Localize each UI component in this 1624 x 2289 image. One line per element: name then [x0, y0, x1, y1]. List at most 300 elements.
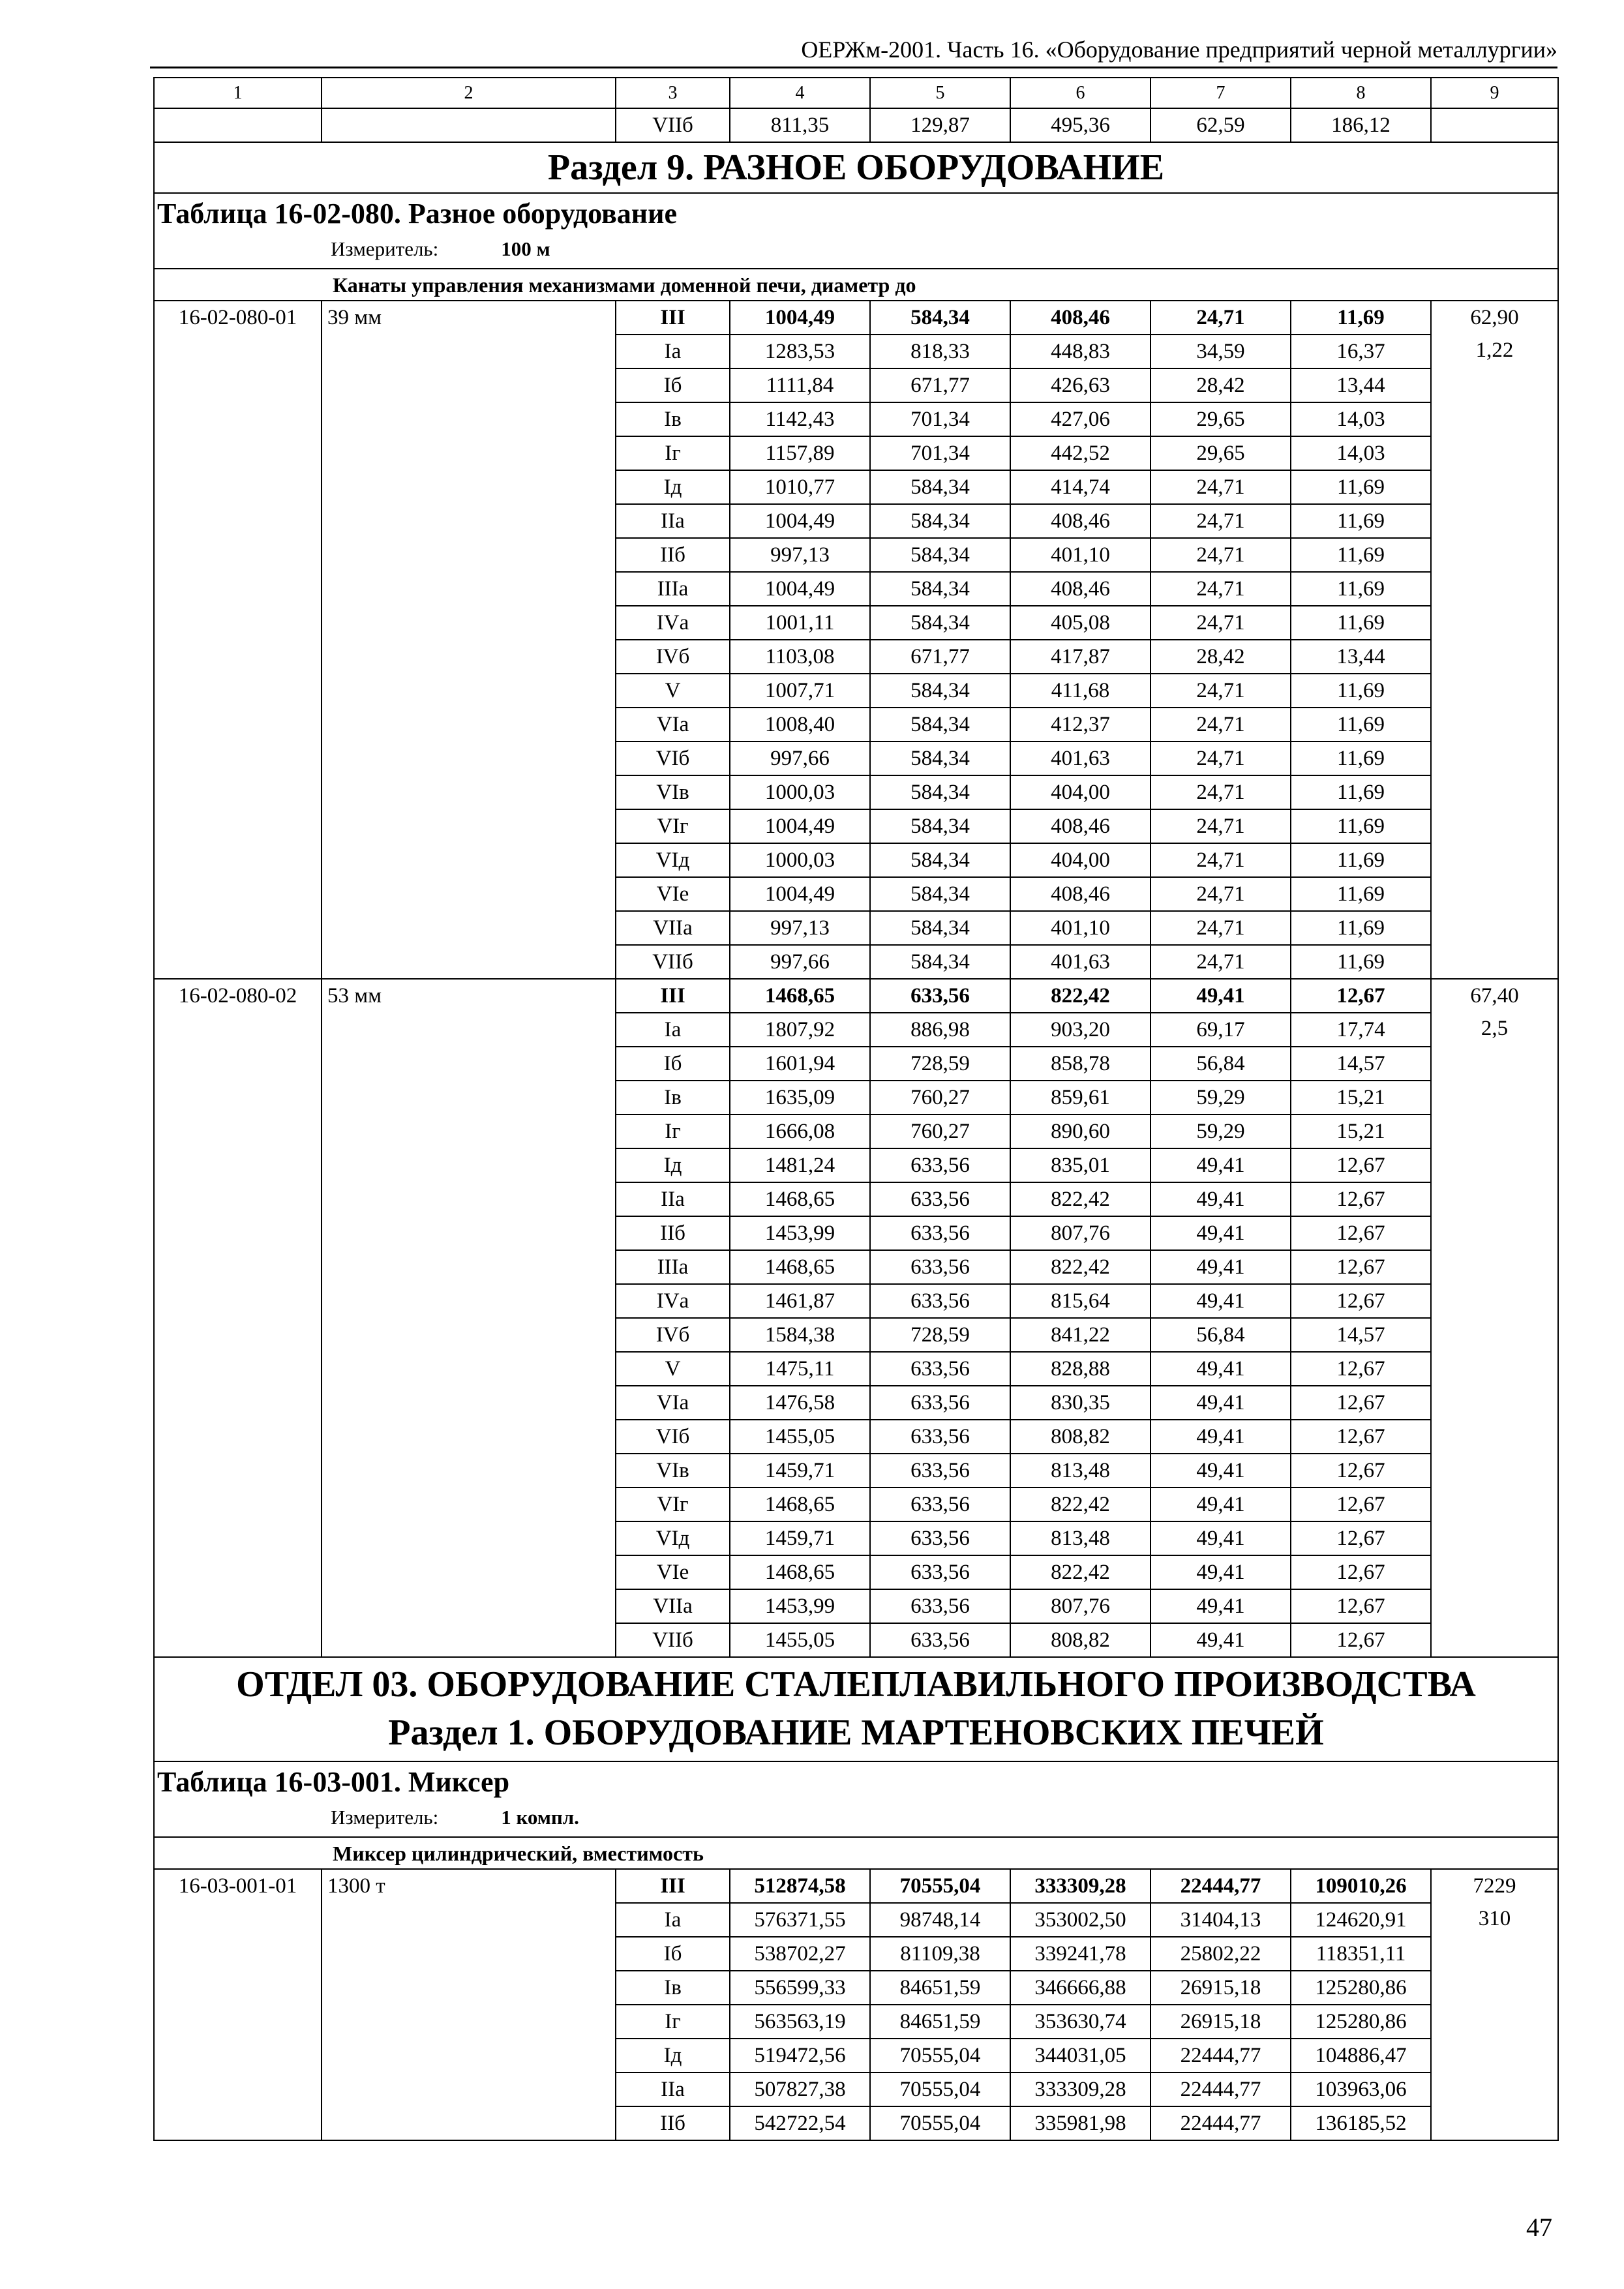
value-cell: 584,34 [870, 538, 1010, 572]
value-cell: 24,71 [1150, 775, 1291, 809]
value-cell: 414,74 [1010, 470, 1150, 504]
zone-cell: Iв [616, 1971, 730, 2005]
value-cell: 1004,49 [730, 877, 870, 911]
table-row [154, 979, 1558, 1013]
value-cell: 408,46 [1010, 572, 1150, 606]
value-cell: 584,34 [870, 301, 1010, 335]
value-cell: 11,69 [1291, 606, 1431, 640]
value-cell: 417,87 [1010, 640, 1150, 674]
value-cell: 886,98 [870, 1013, 1010, 1047]
value-cell: 49,41 [1150, 979, 1291, 1013]
value-cell: 49,41 [1150, 1250, 1291, 1284]
table-title-row [154, 1761, 1558, 1837]
zone-cell: VIIб [616, 945, 730, 979]
value-cell: 11,69 [1291, 775, 1431, 809]
col9-value: 2,5 [1481, 1017, 1509, 1040]
value-cell: 26915,18 [1150, 1971, 1291, 2005]
zone-cell: Iб [616, 1047, 730, 1081]
value-cell: 24,71 [1150, 809, 1291, 843]
value-cell: 671,77 [870, 640, 1010, 674]
value-cell: 12,67 [1291, 979, 1431, 1013]
unit-line [157, 1807, 1557, 1827]
value-cell: 103963,06 [1291, 2072, 1431, 2106]
group-heading-row [154, 1837, 1558, 1869]
value-cell: 34,59 [1150, 335, 1291, 368]
desc-cell [322, 108, 616, 142]
column-number: 5 [870, 78, 1010, 108]
value-cell: 813,48 [1010, 1521, 1150, 1555]
value-cell: 49,41 [1150, 1589, 1291, 1623]
column-number: 8 [1291, 78, 1431, 108]
value-cell: 401,10 [1010, 911, 1150, 945]
value-cell: 835,01 [1010, 1148, 1150, 1182]
value-cell: 70555,04 [870, 2106, 1010, 2140]
zone-cell: IIа [616, 504, 730, 538]
value-cell: 822,42 [1010, 1182, 1150, 1216]
value-cell: 25802,22 [1150, 1937, 1291, 1971]
value-cell: 1453,99 [730, 1589, 870, 1623]
value-cell: 813,48 [1010, 1454, 1150, 1488]
zone-cell: Iд [616, 470, 730, 504]
column-number: 3 [616, 78, 730, 108]
rates-table [153, 77, 1559, 2141]
value-cell: 28,42 [1150, 640, 1291, 674]
value-cell: 426,63 [1010, 368, 1150, 402]
zone-cell: V [616, 1352, 730, 1386]
value-cell: 701,34 [870, 402, 1010, 436]
value-cell: 17,74 [1291, 1013, 1431, 1047]
value-cell: 633,56 [870, 1488, 1010, 1521]
value-cell: 633,56 [870, 979, 1010, 1013]
value-cell: 728,59 [870, 1047, 1010, 1081]
value-cell: 563563,19 [730, 2005, 870, 2039]
value-cell: 335981,98 [1010, 2106, 1150, 2140]
value-cell: 404,00 [1010, 843, 1150, 877]
value-cell: 633,56 [870, 1148, 1010, 1182]
value-cell: 11,69 [1291, 470, 1431, 504]
value-cell: 1453,99 [730, 1216, 870, 1250]
zone-cell: III [616, 1869, 730, 1903]
column-number: 7 [1150, 78, 1291, 108]
col9-cell [1431, 979, 1558, 1657]
value-cell: 1283,53 [730, 335, 870, 368]
page-header: ОЕРЖм-2001. Часть 16. «Оборудование предприятий черной металлургии» [150, 38, 1557, 68]
zone-cell: VIе [616, 1555, 730, 1589]
value-cell: 584,34 [870, 843, 1010, 877]
zone-cell: V [616, 674, 730, 708]
value-cell: 14,57 [1291, 1047, 1431, 1081]
value-cell: 49,41 [1150, 1182, 1291, 1216]
value-cell: 14,57 [1291, 1318, 1431, 1352]
value-cell: 12,67 [1291, 1623, 1431, 1657]
value-cell: 24,71 [1150, 470, 1291, 504]
value-cell: 22444,77 [1150, 1869, 1291, 1903]
value-cell: 1468,65 [730, 1182, 870, 1216]
value-cell: 427,06 [1010, 402, 1150, 436]
value-cell: 1007,71 [730, 674, 870, 708]
value-cell: 405,08 [1010, 606, 1150, 640]
value-cell: 49,41 [1150, 1386, 1291, 1420]
value-cell: 1010,77 [730, 470, 870, 504]
col9-value: 67,40 [1470, 984, 1519, 1008]
unit-label: Измеритель: [331, 1805, 439, 1829]
table-title-row [154, 193, 1558, 269]
value-cell: 448,83 [1010, 335, 1150, 368]
value-cell: 1111,84 [730, 368, 870, 402]
zone-cell: Iг [616, 2005, 730, 2039]
value-cell: 822,42 [1010, 979, 1150, 1013]
column-number: 9 [1431, 78, 1558, 108]
value-cell: 16,37 [1291, 335, 1431, 368]
value-cell: 633,56 [870, 1216, 1010, 1250]
value-cell: 24,71 [1150, 843, 1291, 877]
value-cell: 62,59 [1150, 108, 1291, 142]
value-cell: 584,34 [870, 911, 1010, 945]
zone-cell: VIд [616, 1521, 730, 1555]
value-cell: 11,69 [1291, 708, 1431, 741]
value-cell: 584,34 [870, 504, 1010, 538]
value-cell: 28,42 [1150, 368, 1291, 402]
value-cell: 408,46 [1010, 301, 1150, 335]
zone-cell: VIе [616, 877, 730, 911]
value-cell: 49,41 [1150, 1352, 1291, 1386]
value-cell: 507827,38 [730, 2072, 870, 2106]
value-cell: 633,56 [870, 1182, 1010, 1216]
value-cell: 12,67 [1291, 1250, 1431, 1284]
column-number: 6 [1010, 78, 1150, 108]
value-cell: 49,41 [1150, 1555, 1291, 1589]
value-cell: 830,35 [1010, 1386, 1150, 1420]
value-cell: 1142,43 [730, 402, 870, 436]
rate-code: 16-02-080-01 [154, 301, 322, 979]
zone-cell: Iв [616, 402, 730, 436]
zone-cell: Iв [616, 1081, 730, 1115]
zone-cell: IVб [616, 640, 730, 674]
zone-cell: III [616, 979, 730, 1013]
value-cell: 411,68 [1010, 674, 1150, 708]
value-cell: 12,67 [1291, 1555, 1431, 1589]
value-cell: 70555,04 [870, 1869, 1010, 1903]
value-cell: 633,56 [870, 1623, 1010, 1657]
zone-cell: Iг [616, 1115, 730, 1148]
value-cell: 997,13 [730, 911, 870, 945]
value-cell: 31404,13 [1150, 1903, 1291, 1937]
value-cell: 408,46 [1010, 809, 1150, 843]
value-cell: 12,67 [1291, 1148, 1431, 1182]
zone-cell: Iд [616, 2039, 730, 2072]
value-cell: 519472,56 [730, 2039, 870, 2072]
value-cell: 633,56 [870, 1454, 1010, 1488]
value-cell: 11,69 [1291, 809, 1431, 843]
zone-cell: VIд [616, 843, 730, 877]
unit-value: 100 м [501, 237, 550, 260]
zone-cell: IVа [616, 606, 730, 640]
value-cell: 1666,08 [730, 1115, 870, 1148]
zone-cell: Iа [616, 1903, 730, 1937]
value-cell: 1004,49 [730, 572, 870, 606]
unit-line [157, 239, 1557, 259]
value-cell: 11,69 [1291, 741, 1431, 775]
value-cell: 1455,05 [730, 1420, 870, 1454]
column-number: 2 [322, 78, 616, 108]
value-cell: 1461,87 [730, 1284, 870, 1318]
value-cell: 584,34 [870, 470, 1010, 504]
value-cell: 344031,05 [1010, 2039, 1150, 2072]
value-cell: 556599,33 [730, 1971, 870, 2005]
zone-cell: IIб [616, 1216, 730, 1250]
value-cell: 807,76 [1010, 1216, 1150, 1250]
zone-cell: VIв [616, 775, 730, 809]
department-heading-line2: Раздел 1. ОБОРУДОВАНИЕ МАРТЕНОВСКИХ ПЕЧЕЙ [388, 1713, 1324, 1753]
value-cell: 412,37 [1010, 708, 1150, 741]
unit-value: 1 компл. [501, 1805, 579, 1829]
value-cell: 1468,65 [730, 1250, 870, 1284]
value-cell: 124620,91 [1291, 1903, 1431, 1937]
value-cell: 408,46 [1010, 877, 1150, 911]
value-cell: 56,84 [1150, 1318, 1291, 1352]
value-cell: 1584,38 [730, 1318, 870, 1352]
table-title: Таблица 16-02-080. Разное оборудование [157, 198, 677, 230]
value-cell: 1468,65 [730, 1555, 870, 1589]
value-cell: 11,69 [1291, 877, 1431, 911]
value-cell: 49,41 [1150, 1420, 1291, 1454]
code-cell [154, 108, 322, 142]
value-cell: 104886,47 [1291, 2039, 1431, 2072]
value-cell: 12,67 [1291, 1216, 1431, 1250]
value-cell: 12,67 [1291, 1420, 1431, 1454]
value-cell: 49,41 [1150, 1454, 1291, 1488]
col9-value: 7229 [1473, 1874, 1516, 1898]
value-cell: 401,63 [1010, 741, 1150, 775]
value-cell: 12,67 [1291, 1284, 1431, 1318]
zone-cell: VIIа [616, 1589, 730, 1623]
zone-cell: VIIа [616, 911, 730, 945]
value-cell: 997,66 [730, 741, 870, 775]
value-cell: 1476,58 [730, 1386, 870, 1420]
value-cell: 339241,78 [1010, 1937, 1150, 1971]
zone-cell: Iд [616, 1148, 730, 1182]
value-cell: 49,41 [1150, 1623, 1291, 1657]
table-title-cell [154, 193, 1558, 269]
value-cell: 1475,11 [730, 1352, 870, 1386]
value-cell: 24,71 [1150, 741, 1291, 775]
group-heading-row [154, 269, 1558, 301]
value-cell: 353002,50 [1010, 1903, 1150, 1937]
value-cell: 633,56 [870, 1250, 1010, 1284]
value-cell: 49,41 [1150, 1284, 1291, 1318]
value-cell: 584,34 [870, 877, 1010, 911]
rate-code: 16-03-001-01 [154, 1869, 322, 2140]
zone-cell: VIв [616, 1454, 730, 1488]
value-cell: 69,17 [1150, 1013, 1291, 1047]
value-cell: 633,56 [870, 1284, 1010, 1318]
department-heading-line1: ОТДЕЛ 03. ОБОРУДОВАНИЕ СТАЛЕПЛАВИЛЬНОГО ПРОИЗВОДСТВА [236, 1664, 1476, 1705]
zone-cell: IIа [616, 1182, 730, 1216]
zone-cell: IVа [616, 1284, 730, 1318]
value-cell: 333309,28 [1010, 1869, 1150, 1903]
value-cell: 98748,14 [870, 1903, 1010, 1937]
column-number-row [154, 78, 1558, 108]
value-cell: 24,71 [1150, 708, 1291, 741]
value-cell: 760,27 [870, 1115, 1010, 1148]
value-cell: 858,78 [1010, 1047, 1150, 1081]
zone-cell: VIIб [616, 108, 730, 142]
department-row [154, 1657, 1558, 1761]
col9-value: 62,90 [1470, 306, 1519, 329]
zone-cell: VIа [616, 1386, 730, 1420]
value-cell: 633,56 [870, 1521, 1010, 1555]
department-heading [154, 1657, 1558, 1761]
value-cell: 15,21 [1291, 1115, 1431, 1148]
zone-cell: VIг [616, 809, 730, 843]
rate-description: 1300 т [322, 1869, 616, 2140]
value-cell: 997,13 [730, 538, 870, 572]
value-cell: 442,52 [1010, 436, 1150, 470]
value-cell: 584,34 [870, 945, 1010, 979]
value-cell: 633,56 [870, 1386, 1010, 1420]
value-cell: 12,67 [1291, 1589, 1431, 1623]
value-cell: 584,34 [870, 708, 1010, 741]
value-cell: 333309,28 [1010, 2072, 1150, 2106]
zone-cell: Iб [616, 368, 730, 402]
value-cell: 14,03 [1291, 402, 1431, 436]
table-title-cell [154, 1761, 1558, 1837]
value-cell: 24,71 [1150, 572, 1291, 606]
col9-cell [1431, 1869, 1558, 2140]
value-cell: 401,10 [1010, 538, 1150, 572]
value-cell: 84651,59 [870, 2005, 1010, 2039]
column-number: 4 [730, 78, 870, 108]
value-cell: 13,44 [1291, 368, 1431, 402]
value-cell: 24,71 [1150, 911, 1291, 945]
value-cell: 1004,49 [730, 504, 870, 538]
value-cell: 997,66 [730, 945, 870, 979]
zone-cell: IIа [616, 2072, 730, 2106]
value-cell: 818,33 [870, 335, 1010, 368]
value-cell: 1459,71 [730, 1521, 870, 1555]
value-cell: 11,69 [1291, 911, 1431, 945]
rate-description: 39 мм [322, 301, 616, 979]
zone-cell: IIIа [616, 572, 730, 606]
zone-cell: Iг [616, 436, 730, 470]
value-cell: 495,36 [1010, 108, 1150, 142]
value-cell: 584,34 [870, 741, 1010, 775]
value-cell: 890,60 [1010, 1115, 1150, 1148]
col9-value: 310 [1478, 1907, 1511, 1930]
value-cell: 49,41 [1150, 1216, 1291, 1250]
value-cell: 49,41 [1150, 1148, 1291, 1182]
zone-cell: Iб [616, 1937, 730, 1971]
value-cell: 1601,94 [730, 1047, 870, 1081]
value-cell: 13,44 [1291, 640, 1431, 674]
value-cell: 11,69 [1291, 674, 1431, 708]
value-cell: 728,59 [870, 1318, 1010, 1352]
value-cell: 81109,38 [870, 1937, 1010, 1971]
zone-cell: IIб [616, 538, 730, 572]
value-cell: 109010,26 [1291, 1869, 1431, 1903]
value-cell: 1459,71 [730, 1454, 870, 1488]
value-cell: 84651,59 [870, 1971, 1010, 2005]
zone-cell: IVб [616, 1318, 730, 1352]
value-cell: 11,69 [1291, 945, 1431, 979]
col9-cell [1431, 301, 1558, 979]
value-cell: 12,67 [1291, 1386, 1431, 1420]
value-cell: 808,82 [1010, 1420, 1150, 1454]
value-cell: 633,56 [870, 1589, 1010, 1623]
value-cell: 633,56 [870, 1352, 1010, 1386]
rate-code: 16-02-080-02 [154, 979, 322, 1657]
value-cell: 584,34 [870, 606, 1010, 640]
value-cell: 404,00 [1010, 775, 1150, 809]
rate-description: 53 мм [322, 979, 616, 1657]
value-cell: 49,41 [1150, 1521, 1291, 1555]
value-cell: 1468,65 [730, 1488, 870, 1521]
value-cell: 859,61 [1010, 1081, 1150, 1115]
value-cell: 633,56 [870, 1555, 1010, 1589]
zone-cell: VIг [616, 1488, 730, 1521]
value-cell: 11,69 [1291, 843, 1431, 877]
value-cell: 24,71 [1150, 674, 1291, 708]
value-cell: 584,34 [870, 775, 1010, 809]
value-cell: 828,88 [1010, 1352, 1150, 1386]
page-number: 47 [1526, 2213, 1552, 2242]
value-cell: 129,87 [870, 108, 1010, 142]
value-cell: 11,69 [1291, 538, 1431, 572]
value-cell: 12,67 [1291, 1454, 1431, 1488]
value-cell: 808,82 [1010, 1623, 1150, 1657]
value-cell: 22444,77 [1150, 2072, 1291, 2106]
group-heading: Миксер цилиндрический, вместимость [154, 1837, 1558, 1869]
value-cell: 401,63 [1010, 945, 1150, 979]
unit-label: Измеритель: [331, 237, 439, 260]
table-title: Таблица 16-03-001. Миксер [157, 1766, 510, 1798]
value-cell: 1004,49 [730, 301, 870, 335]
zone-cell: Iа [616, 1013, 730, 1047]
value-cell: 15,21 [1291, 1081, 1431, 1115]
value-cell: 841,22 [1010, 1318, 1150, 1352]
value-cell: 24,71 [1150, 538, 1291, 572]
value-cell: 12,67 [1291, 1182, 1431, 1216]
value-cell: 22444,77 [1150, 2106, 1291, 2140]
zone-cell: VIIб [616, 1623, 730, 1657]
value-cell: 24,71 [1150, 877, 1291, 911]
value-cell: 346666,88 [1010, 1971, 1150, 2005]
value-cell: 701,34 [870, 436, 1010, 470]
value-cell: 1455,05 [730, 1623, 870, 1657]
section-heading: Раздел 9. РАЗНОЕ ОБОРУДОВАНИЕ [154, 142, 1558, 193]
value-cell: 584,34 [870, 674, 1010, 708]
col9-value: 1,22 [1475, 338, 1514, 362]
value-cell: 512874,58 [730, 1869, 870, 1903]
value-cell: 125280,86 [1291, 1971, 1431, 2005]
value-cell: 118351,11 [1291, 1937, 1431, 1971]
value-cell: 815,64 [1010, 1284, 1150, 1318]
value-cell: 11,69 [1291, 301, 1431, 335]
value-cell: 186,12 [1291, 108, 1431, 142]
value-cell: 903,20 [1010, 1013, 1150, 1047]
value-cell: 14,03 [1291, 436, 1431, 470]
value-cell: 1807,92 [730, 1013, 870, 1047]
value-cell: 1008,40 [730, 708, 870, 741]
value-cell: 1103,08 [730, 640, 870, 674]
zone-cell: IIб [616, 2106, 730, 2140]
value-cell: 542722,54 [730, 2106, 870, 2140]
table-row [154, 108, 1558, 142]
value-cell: 24,71 [1150, 504, 1291, 538]
value-cell: 760,27 [870, 1081, 1010, 1115]
value-cell: 1481,24 [730, 1148, 870, 1182]
group-heading: Канаты управления механизмами доменной печи, диаметр до [154, 269, 1558, 301]
